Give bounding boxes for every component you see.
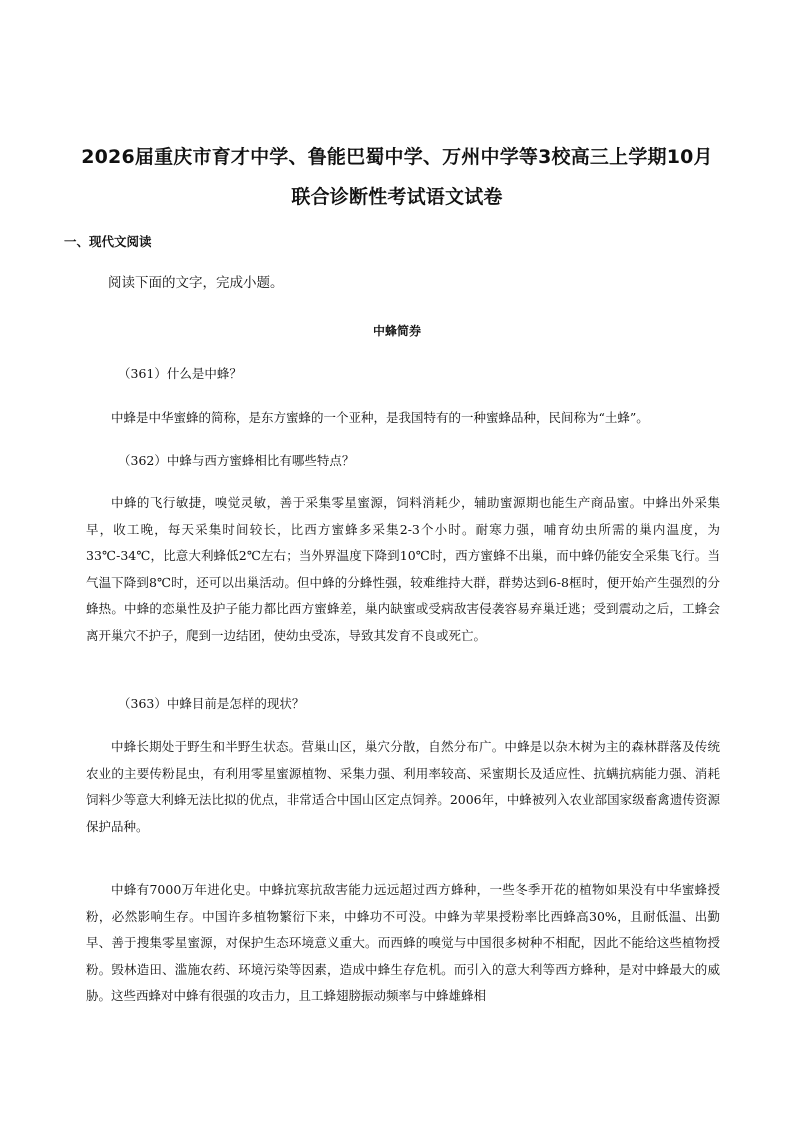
question-heading: （363）中蜂目前是怎样的现状？ [118,696,305,711]
article-paragraph: 中蜂长期处于野生和半野生状态。营巢山区，巢穴分散，自然分布广。中蜂是以杂木树为主的森林群落及传统农业的主要传粉昆虫，有利用零星蜜源植物、采集力强、利用率较高、采蜜期长及适应性、抗螨抗病能力强、消耗饲料少等意大利蜂无法比拟的优点，非常适合中国山区定点饲养。2006年，中蜂被列入农业部国家级畜禽遗传资源保护品种。 [86,739,720,834]
article-title: 中蜂简券 [372,324,421,338]
question-heading: （362）中蜂与西方蜜蜂相比有哪些特点？ [118,453,355,468]
article-paragraph: 中蜂有7000万年进化史。中蜂抗寒抗敌害能力远远超过西方蜂种，一些冬季开花的植物如果没有中华蜜蜂授粉，必然影响生存。中国许多植物繁衍下来，中蜂功不可没。中蜂为苹果授粉率比西蜂高30%，且耐低温、出勤早、善于搜集零星蜜源，对保护生态环境意义重大。而西蜂的嗅觉与中国很多树种不相配，因此不能给这些植物授粉。毁林造田、滥施农药、环境污染等因素，造成中蜂生存危机。而引入的意大利等西方蜂种，是对中蜂最大的威胁。这些西蜂对中蜂有很强的攻击力，且工蜂翅膀振动频率与中蜂雄蜂相 [86,882,720,1003]
question-heading: （361）什么是中蜂？ [118,366,242,381]
document-title-line-2: 联合诊断性考试语文试卷 [291,186,503,208]
article-paragraph: 中蜂的飞行敏捷，嗅觉灵敏，善于采集零星蜜源，饲料消耗少，辅助蜜源期也能生产商品蜜。中蜂出外采集早，收工晚，每天采集时间较长，比西方蜜蜂多采集2-3个小时。耐寒力强，哺育幼虫所需的巢内温度，为33℃-34℃，比意大利蜂低2℃左右；当外界温度下降到10℃时，西方蜜蜂不出巢，而中蜂仍能安全采集飞行。当气温下降到8℃时，还可以出巢活动。但中蜂的分蜂性强，较难维持大群，群势达到6-8框时，便开始产生强烈的分蜂热。中蜂的恋巢性及护子能力都比西方蜜蜂差，巢内缺蜜或受病敌害侵袭容易弃巢迁逃；受到震动之后，工蜂会离开巢穴不护子，爬到一边结团，使幼虫受冻，导致其发育不良或死亡。 [86,495,720,643]
document-title-line-1: 2026届重庆市育才中学、鲁能巴蜀中学、万州中学等3校高三上学期10月 [81,146,713,168]
article-paragraph: 中蜂是中华蜜蜂的简称，是东方蜜蜂的一个亚种，是我国特有的一种蜜蜂品种，民间称为“土蜂”。 [111,410,649,425]
reading-instruction: 阅读下面的文字，完成小题。 [108,275,284,291]
section-heading: 一、现代文阅读 [64,234,152,249]
